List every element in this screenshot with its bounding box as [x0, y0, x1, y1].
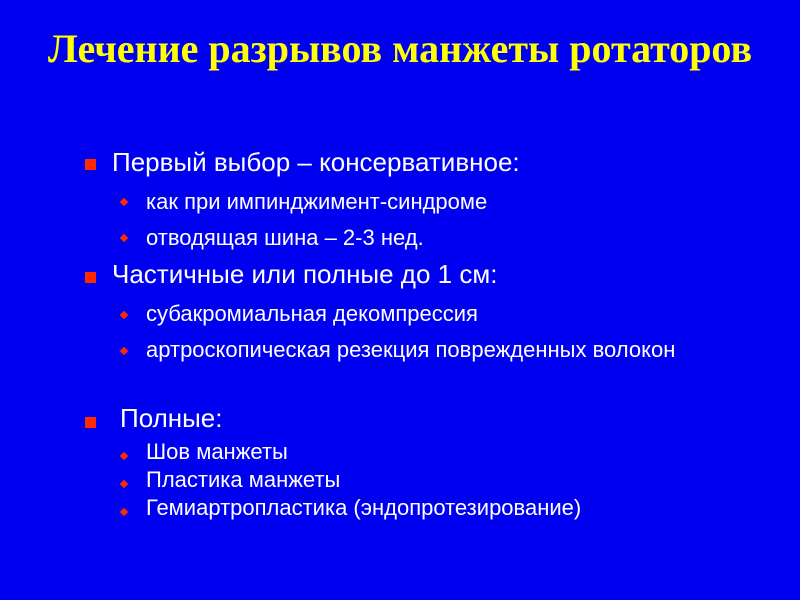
list-item: артроскопическая резекция поврежденных волокон — [146, 337, 676, 362]
list-item: отводящая шина – 2-3 нед. — [146, 225, 424, 250]
square-bullet-icon — [85, 159, 96, 170]
square-bullet-icon — [85, 272, 96, 283]
slide-title: Лечение разрывов манжеты ротаторов — [47, 26, 753, 71]
diamond-bullet-icon — [120, 311, 128, 319]
list-item: Пластика манжеты — [146, 467, 341, 492]
section-heading: Частичные или полные до 1 см: — [112, 259, 498, 289]
diamond-bullet-icon — [120, 234, 128, 242]
section-heading: Полные: — [120, 403, 223, 433]
list-item: Шов манжеты — [146, 439, 288, 464]
section-heading: Первый выбор – консервативное: — [112, 147, 520, 177]
diamond-bullet-icon — [120, 508, 128, 516]
square-bullet-icon — [85, 417, 96, 428]
diamond-bullet-icon — [120, 480, 128, 488]
diamond-bullet-icon — [120, 452, 128, 460]
diamond-bullet-icon — [120, 347, 128, 355]
list-item: Гемиартропластика (эндопротезирование) — [146, 495, 582, 520]
list-item: как при импинджимент-синдроме — [146, 189, 488, 214]
diamond-bullet-icon — [120, 198, 128, 206]
list-item: субакромиальная декомпрессия — [146, 301, 478, 326]
